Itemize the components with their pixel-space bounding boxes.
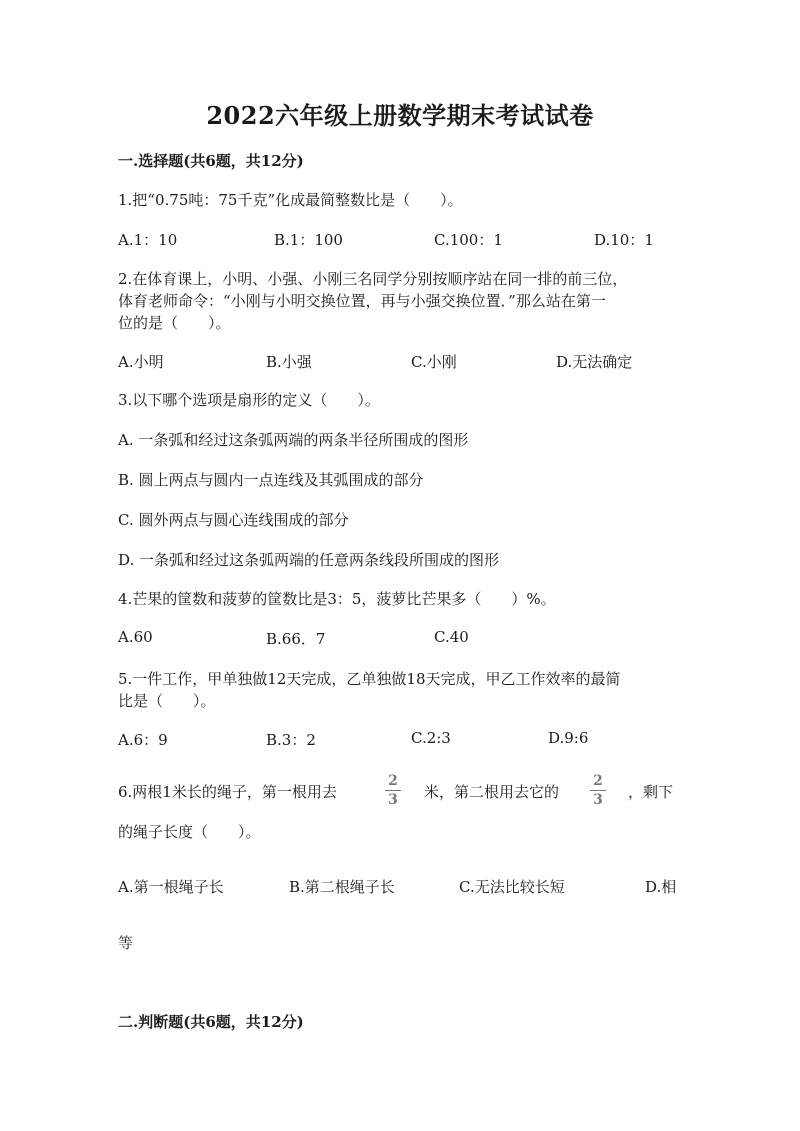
fraction-2-numerator: 2 xyxy=(593,773,603,789)
question-6-option-d-wrap: 等 xyxy=(118,934,134,952)
question-3-option-c: C. 圆外两点与圆心连线围成的部分 xyxy=(118,511,349,529)
fraction-1-denominator: 3 xyxy=(388,792,398,808)
question-6-stem-part-1: 6.两根1米长的绳子，第一根用去 xyxy=(118,783,337,801)
question-5-option-b: B.3：2 xyxy=(266,731,316,749)
question-3-stem: 3.以下哪个选项是扇形的定义（ ）。 xyxy=(118,391,380,409)
question-4-stem: 4.芒果的筐数和菠萝的筐数比是3：5，菠萝比芒果多（ ）%。 xyxy=(118,590,556,608)
question-5-option-d: D.9:6 xyxy=(548,729,589,747)
section-heading-multiple-choice: 一.选择题(共6题，共12分) xyxy=(118,152,304,170)
question-2-option-a: A.小明 xyxy=(118,353,164,371)
question-5-option-c: C.2:3 xyxy=(411,729,451,747)
question-6-option-d: D.相 xyxy=(645,878,677,896)
question-6-stem-part-3: ，剩下 xyxy=(628,783,674,801)
question-1-option-b: B.1：100 xyxy=(274,231,343,249)
question-6-option-c: C.无法比较长短 xyxy=(459,878,565,896)
question-2-stem-line-2: 体育老师命令：“小刚与小明交换位置，再与小强交换位置．”那么站在第一 xyxy=(118,292,606,310)
question-1-stem: 1.把“0.75吨：75千克”化成最简整数比是（ ）。 xyxy=(118,191,463,209)
question-4-option-a: A.60 xyxy=(118,628,153,646)
question-3-option-b: B. 圆上两点与圆内一点连线及其弧围成的部分 xyxy=(118,471,424,489)
question-5-option-a: A.6：9 xyxy=(118,731,168,749)
fraction-2-bar xyxy=(590,790,606,791)
question-5-stem-line-2: 比是（ ）。 xyxy=(118,692,216,710)
question-6-option-b: B.第二根绳子长 xyxy=(289,878,395,896)
section-heading-true-false: 二.判断题(共6题，共12分) xyxy=(118,1013,304,1031)
question-1-option-a: A.1：10 xyxy=(118,231,178,249)
fraction-2-denominator: 3 xyxy=(593,792,603,808)
question-2-stem-line-1: 2.在体育课上，小明、小强、小刚三名同学分别按顺序站在同一排的前三位， xyxy=(118,270,628,288)
question-3-option-a: A. 一条弧和经过这条弧两端的两条半径所围成的图形 xyxy=(118,431,469,449)
question-4-option-c: C.40 xyxy=(434,628,469,646)
question-1-option-d: D.10：1 xyxy=(594,231,654,249)
fraction-1-numerator: 2 xyxy=(388,773,398,789)
question-1-option-c: C.100：1 xyxy=(434,231,503,249)
question-6-option-a: A.第一根绳子长 xyxy=(118,878,224,896)
fraction-1-bar xyxy=(385,790,401,791)
question-6-stem-line-2: 的绳子长度（ ）。 xyxy=(118,823,261,841)
question-4-option-b: B.66．7 xyxy=(266,630,326,648)
fraction-two-thirds-1 xyxy=(385,774,401,807)
question-2-option-c: C.小刚 xyxy=(411,353,457,371)
question-5-stem-line-1: 5.一件工作，甲单独做12天完成，乙单独做18天完成，甲乙工作效率的最简 xyxy=(118,670,621,688)
question-3-option-d: D. 一条弧和经过这条弧两端的任意两条线段所围成的图形 xyxy=(118,551,500,569)
fraction-two-thirds-2 xyxy=(590,774,606,807)
question-2-option-d: D.无法确定 xyxy=(556,353,633,371)
question-2-option-b: B.小强 xyxy=(266,353,312,371)
question-6-stem-part-2: 米，第二根用去它的 xyxy=(424,783,560,801)
page-title: 2022六年级上册数学期末考试试卷 xyxy=(206,101,594,130)
question-2-stem-line-3: 位的是（ ）。 xyxy=(118,314,231,332)
